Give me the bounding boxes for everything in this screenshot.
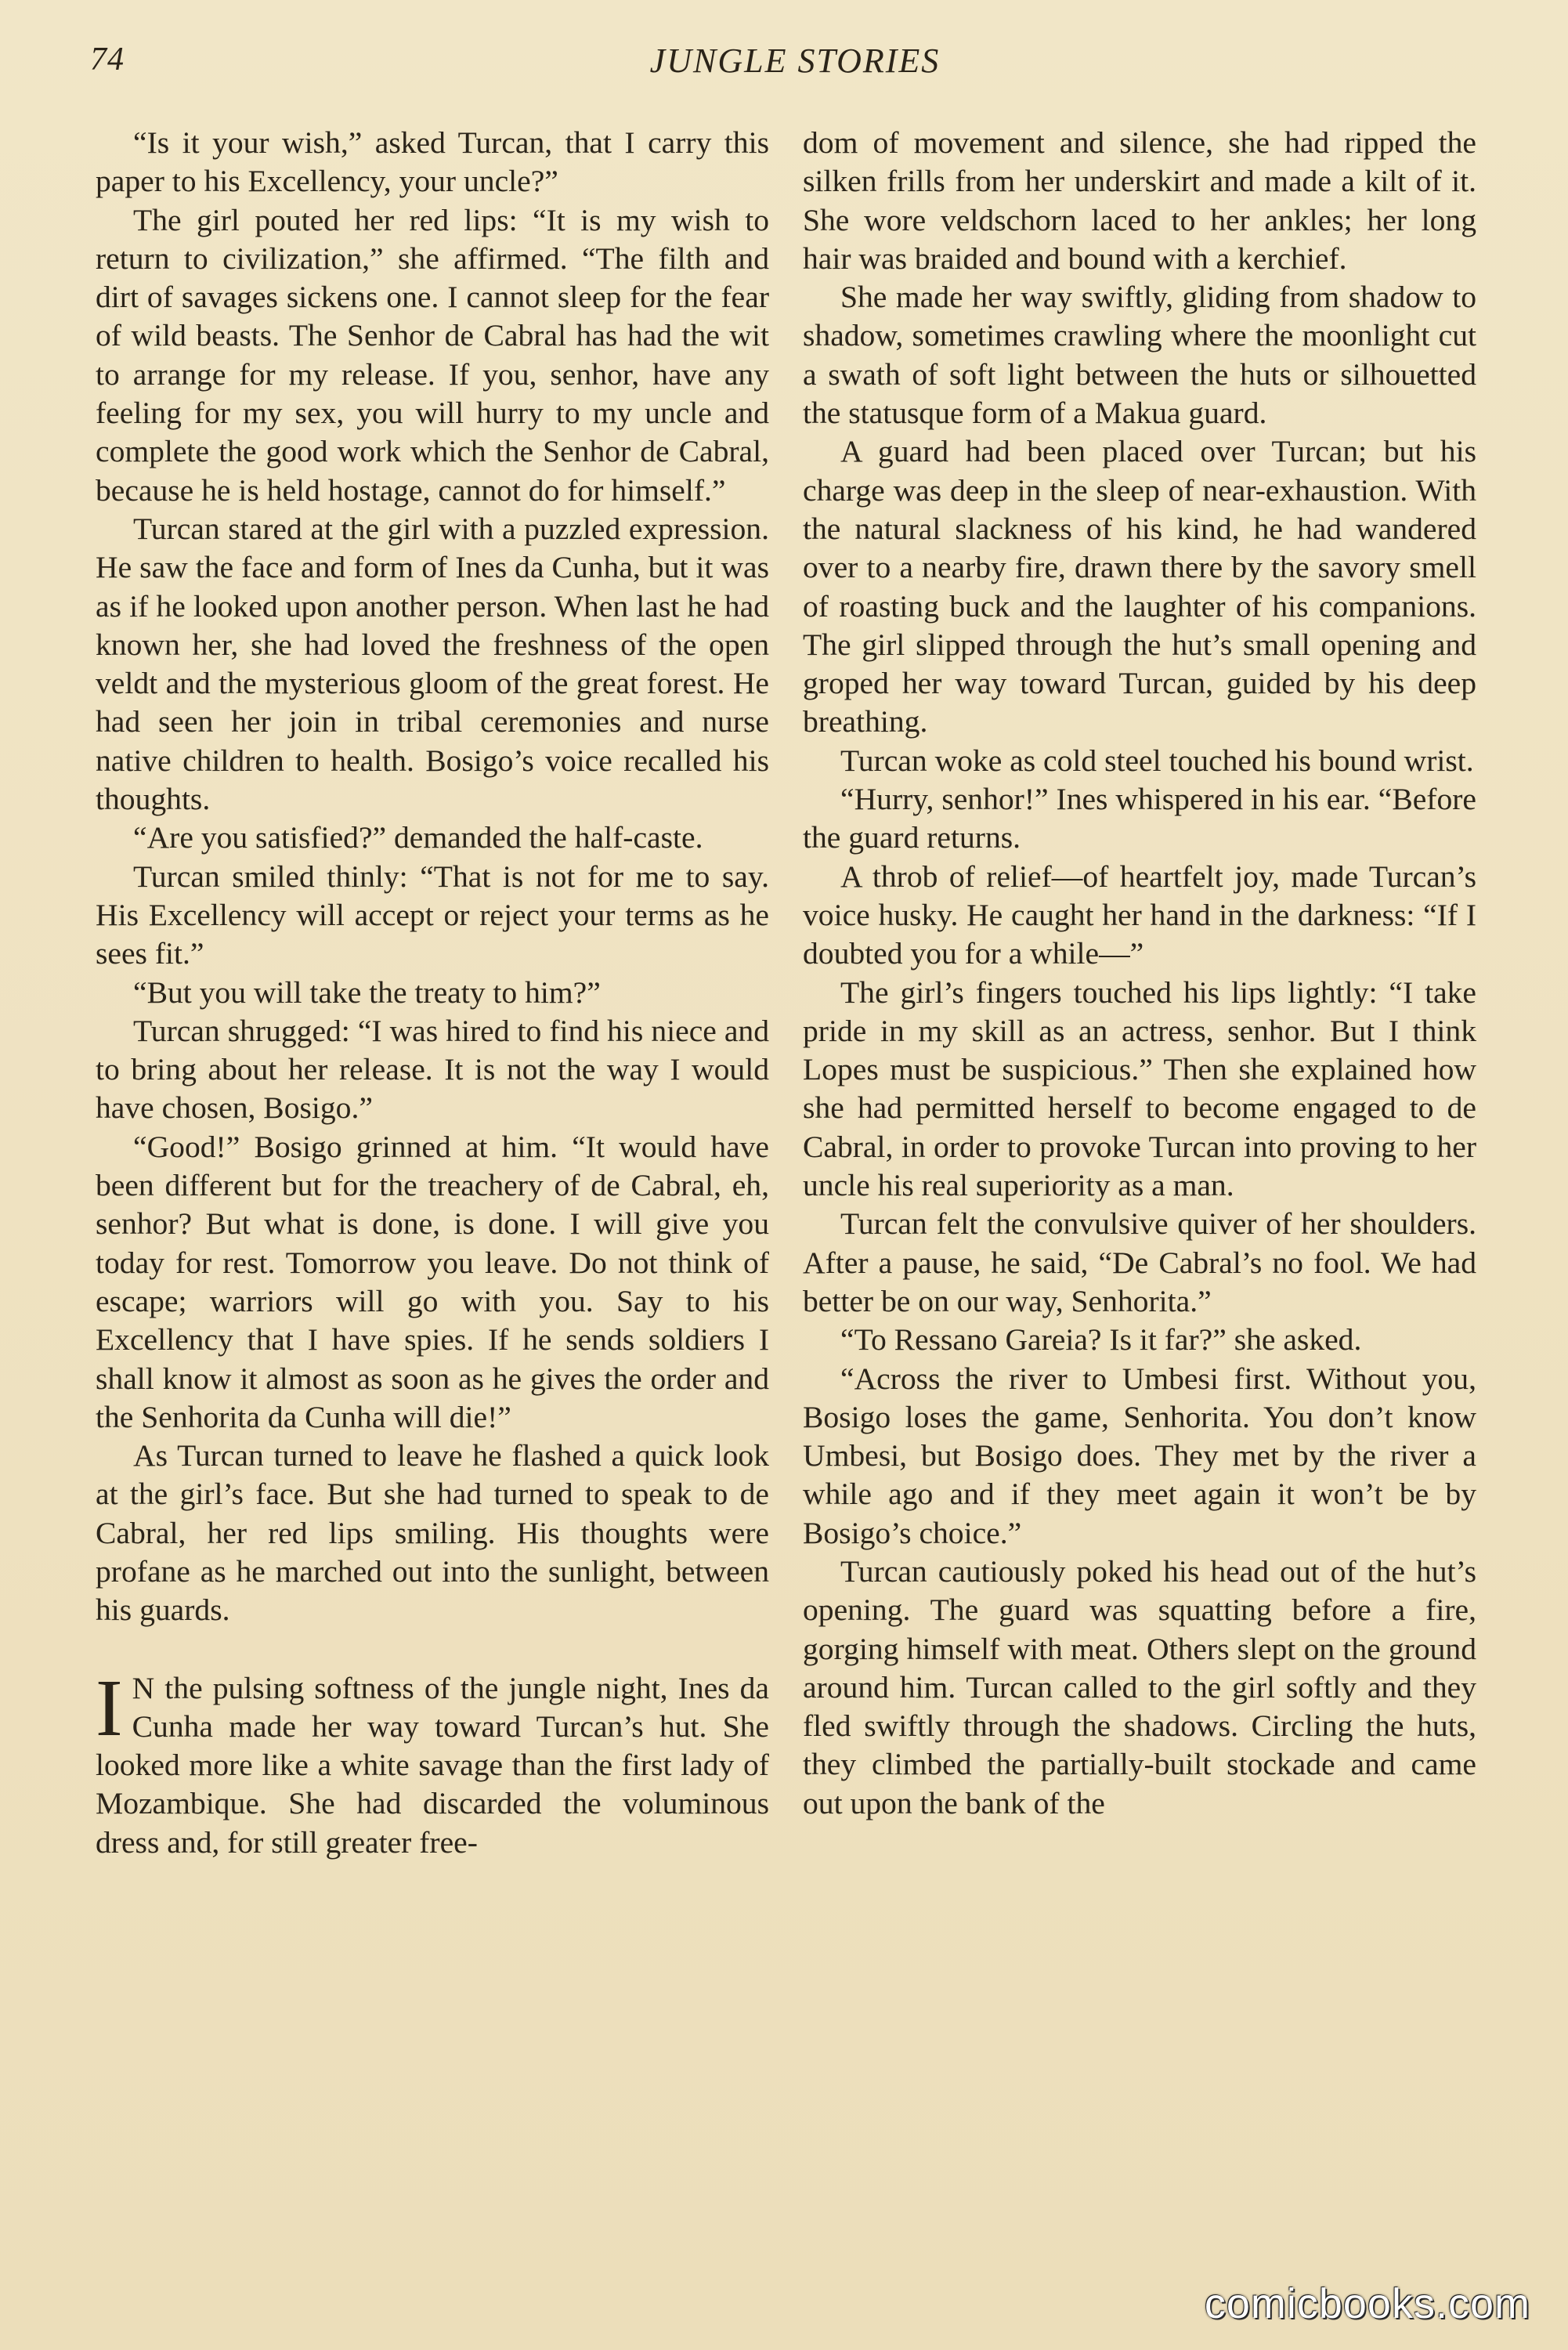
paragraph: The girl pouted her red lips: “It is my wish to return to civilization,” she affirmed. “The filth and dirt of savages sickens one. I cannot sleep for the fear of wild beasts. The Senhor de Cabral has had the wit to arrange for my release. If you, senhor, have any feeling for my sex, you will hurry to my uncle and complete the good work which the Senhor de Cabral, because he is held hostage, cannot do for himself.” [96, 202, 769, 508]
paragraph-continuation: dom of movement and silence, she had ripped the silken frills from her underskirt and made a kilt of it. She wore veldschorn laced to her ankles; her long hair was braided and bound with a kerchief. [803, 125, 1476, 276]
paragraph: Turcan stared at the girl with a puzzled expression. He saw the face and form of Ines da Cunha, but it was as if he looked upon another person. When last he had known her, she had loved the freshness of the open veldt and the mysterious gloom of the great forest. He had seen her join in tribal ceremonies and nurse native children to health. Bosigo’s voice recalled his thoughts. [96, 511, 769, 817]
paragraph: The girl’s fingers touched his lips lightly: “I take pride in my skill as an actress, senhor. But I think Lopes must be suspicious.” Then she explained how she had permitted herself to become engaged to de Cabral, in order to provoke Turcan into proving to her uncle his real superiority as a man. [803, 974, 1476, 1203]
paragraph: As Turcan turned to leave he flashed a quick look at the girl’s face. But she had turned to speak to de Cabral, her red lips smiling. His thoughts were profane as he marched out into the sunlight, between his guards. [96, 1438, 769, 1628]
paragraph: Turcan felt the convulsive quiver of her shoulders. After a pause, he said, “De Cabral’s no fool. We had better be on our way, Senhorita.” [803, 1206, 1476, 1318]
paragraph: Turcan cautiously poked his head out of the hut’s opening. The guard was squatting before a fire, gorging himself with meat. Others slept on the ground around him. Turcan called to the girl softly and they fled swiftly through the shadows. Circling the huts, they climbed the partially-built stockade and came out upon the bank of the [803, 1553, 1476, 1820]
drop-cap: I [96, 1662, 123, 1753]
paragraph: “Across the river to Umbesi first. Without you, Bosigo loses the game, Senhorita. You don’t know Umbesi, but Bosigo does. They met by the river a while ago and if they meet again it won’t be by Bosigo’s choice.” [803, 1361, 1476, 1550]
paragraph: “Good!” Bosigo grinned at him. “It would have been different but for the treachery of de Cabral, eh, senhor? But what is done, is done. I will give you today for rest. Tomorrow you leave. Do not think of escape; warriors will go with you. Say to his Excellency that I have spies. If he sends soldiers I shall know it almost as soon as he gives the order and the Senhorita da Cunha will die!” [96, 1129, 769, 1434]
paragraph: “Are you satisfied?” demanded the half-caste. [133, 820, 703, 855]
paragraph: “Is it your wish,” asked Turcan, that I carry this paper to his Excellency, your uncle?” [96, 125, 769, 199]
site-watermark: comicbooks.com [1204, 2280, 1530, 2327]
paragraph: Turcan shrugged: “I was hired to find his niece and to bring about her release. It is not the way I would have chosen, Bosigo.” [96, 1013, 769, 1126]
section-break [96, 1630, 769, 1669]
right-column [803, 124, 1476, 2286]
paragraph: “Hurry, senhor!” Ines whispered in his ear. “Before the guard returns. [803, 782, 1476, 855]
page-number: 74 [90, 42, 125, 78]
paragraph: She made her way swiftly, gliding from shadow to shadow, sometimes crawling where the moonlight cut a swath of soft light between the huts or silhouetted the statusque form of a Makua guard. [803, 280, 1476, 431]
running-title: JUNGLE STORIES [649, 42, 941, 80]
paragraph: A throb of relief—of heartfelt joy, made Turcan’s voice husky. He caught her hand in the darkness: “If I doubted you for a while—” [803, 859, 1476, 971]
paragraph: Turcan smiled thinly: “That is not for me to say. His Excellency will accept or reject your terms as he sees fit.” [96, 859, 769, 971]
left-column [96, 124, 769, 2286]
section-opening-paragraph [96, 1662, 769, 1862]
paragraph: “But you will take the treaty to him?” [133, 974, 601, 1010]
paragraph: Turcan woke as cold steel touched his bound wrist. [840, 743, 1474, 778]
section-opening-text: N the pulsing softness of the jungle night, Ines da Cunha made her way toward Turcan’s hut. She looked more like a white savage than the first lady of Mozambique. She had discarded the voluminous dress and, for still greater free- [96, 1670, 769, 1860]
paragraph: “To Ressano Gareia? Is it far?” she asked. [840, 1322, 1362, 1358]
paragraph: A guard had been placed over Turcan; but his charge was deep in the sleep of near-exhaustion. With the natural slackness of his kind, he had wandered over to a nearby fire, drawn there by the savory smell of roasting buck and the laughter of his companions. The girl slipped through the hut’s small opening and groped her way toward Turcan, guided by his deep breathing. [803, 434, 1476, 739]
page-header [90, 41, 1500, 88]
